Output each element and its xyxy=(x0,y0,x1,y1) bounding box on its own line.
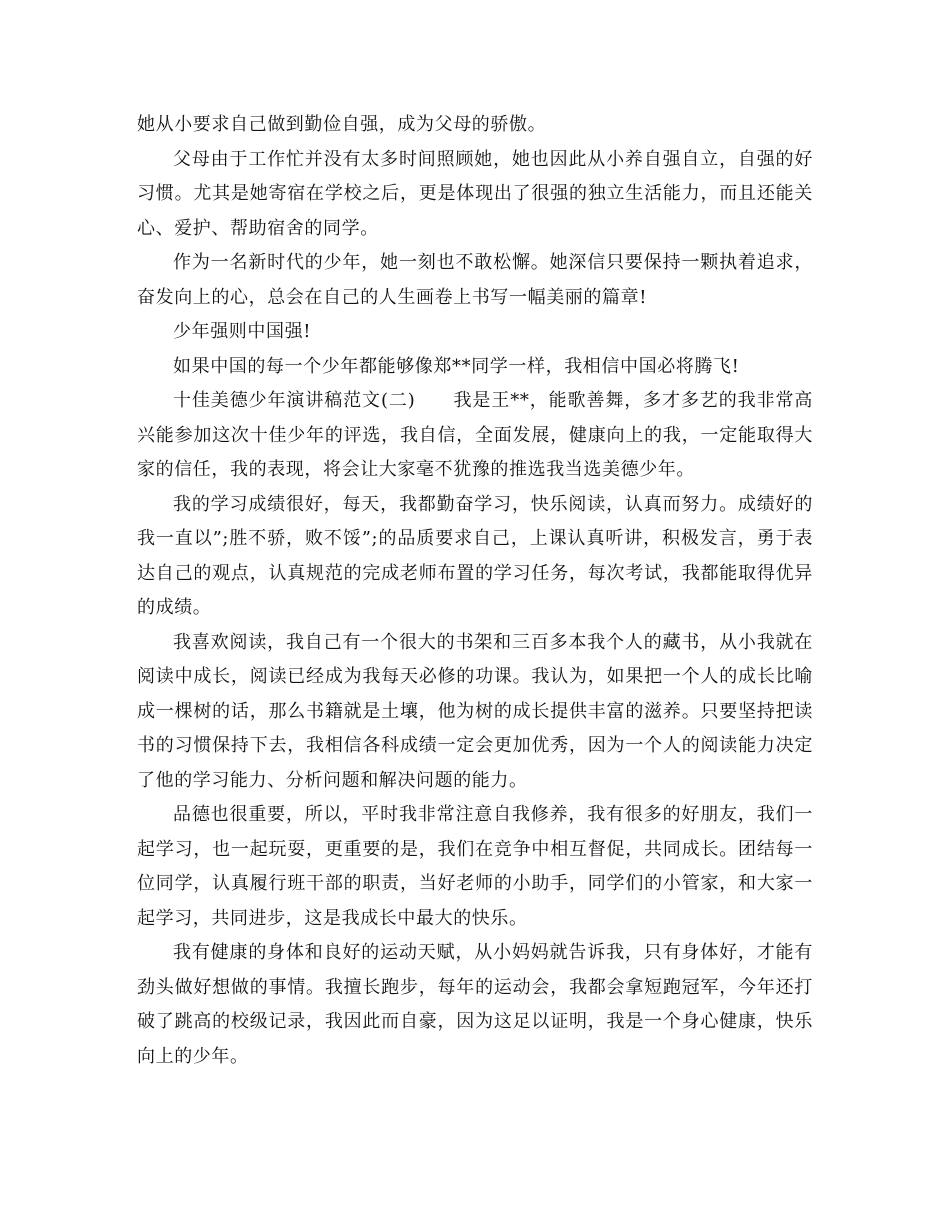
paragraph: 作为一名新时代的少年，她一刻也不敢松懈。她深信只要保持一颗执着追求，奋发向上的心，总会在自己的人生画卷上书写一幅美丽的篇章! xyxy=(137,252,813,308)
paragraph: 我的学习成绩很好，每天，我都勤奋学习，快乐阅读，认真而努力。成绩好的我一直以”;胜不骄，败不馁”;的品质要求自己，上课认真听讲，积极发言，勇于表达自己的观点，认真规范的完成老师布置的学习任务，每次考试，我都能取得优异的成绩。 xyxy=(137,493,813,618)
document-body xyxy=(137,108,813,1074)
paragraph: 如果中国的每一个少年都能够像郑**同学一样，我相信中国必将腾飞! xyxy=(173,355,740,377)
paragraph: 少年强则中国强! xyxy=(173,321,312,342)
paragraph: 我有健康的身体和良好的运动天赋，从小妈妈就告诉我，只有身体好，才能有劲头做好想做的事情。我擅长跑步，每年的运动会，我都会拿短跑冠军，今年还打破了跳高的校级记录，我因此而自豪，因为这足以证明，我是一个身心健康，快乐向上的少年。 xyxy=(137,942,813,1067)
paragraph-title-intro: 十佳美德少年演讲稿范文(二) 我是王**，能歌善舞，多才多艺的我非常高兴能参加这次十佳少年的评选，我自信，全面发展，健康向上的我，一定能取得大家的信任，我的表现，将会让大家毫不犹豫的推选我当选美德少年。 xyxy=(137,390,813,480)
paragraph-continuation: 她从小要求自己做到勤俭自强，成为父母的骄傲。 xyxy=(137,114,547,135)
paragraph: 父母由于工作忙并没有太多时间照顾她，她也因此从小养自强自立，自强的好习惯。尤其是她寄宿在学校之后，更是体现出了很强的独立生活能力，而且还能关心、爱护、帮助宿舍的同学。 xyxy=(137,148,813,239)
paragraph: 我喜欢阅读，我自己有一个很大的书架和三百多本我个人的藏书，从小我就在阅读中成长，阅读已经成为我每天必修的功课。我认为，如果把一个人的成长比喻成一棵树的话，那么书籍就是土壤，他为树的成长提供丰富的滋养。只要坚持把读书的习惯保持下去，我相信各科成绩一定会更加优秀，因为一个人的阅读能力决定了他的学习能力、分析问题和解决问题的能力。 xyxy=(137,631,813,791)
paragraph: 品德也很重要，所以，平时我非常注意自我修养，我有很多的好朋友，我们一起学习，也一起玩耍，更重要的是，我们在竞争中相互督促，共同成长。团结每一位同学，认真履行班干部的职责，当好老师的小助手，同学们的小管家，和大家一起学习，共同进步，这是我成长中最大的快乐。 xyxy=(137,804,813,929)
